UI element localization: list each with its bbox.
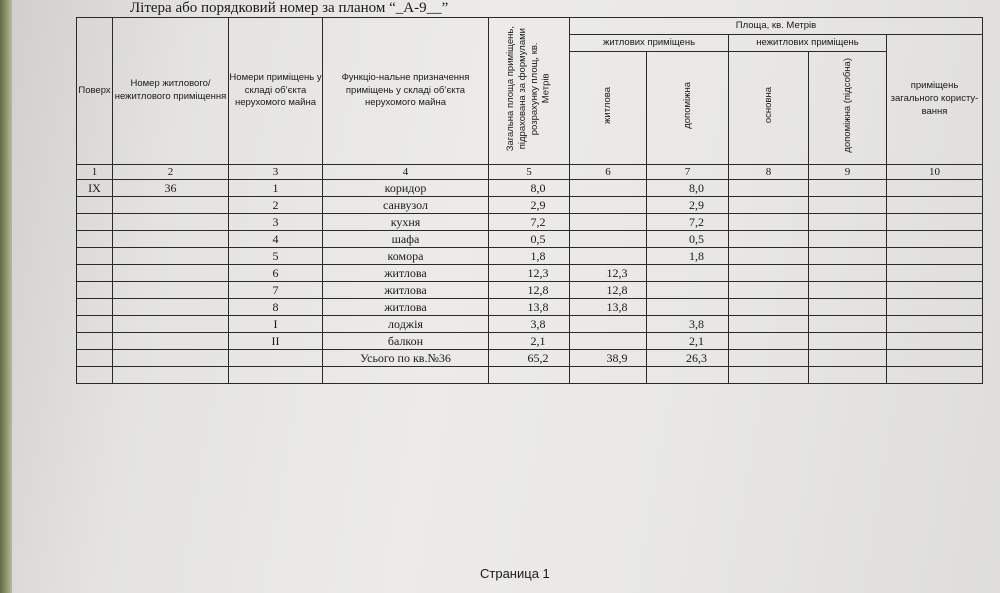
main-area-cell [729, 214, 809, 231]
common-area-cell [887, 316, 983, 333]
column-number: 4 [323, 165, 489, 180]
table-cell [887, 367, 983, 384]
room-number-cell: I [229, 316, 323, 333]
apartment-cell [113, 350, 229, 367]
room-function-cell: комора [323, 248, 489, 265]
table-row [77, 231, 983, 248]
auxiliary-area-cell: 26,3 [647, 350, 729, 367]
room-number-cell: 3 [229, 214, 323, 231]
common-area-cell [887, 333, 983, 350]
header-main-text: основна [762, 87, 774, 124]
common-area-cell [887, 299, 983, 316]
room-number-cell [229, 350, 323, 367]
main-area-cell [729, 333, 809, 350]
room-function-cell: житлова [323, 265, 489, 282]
room-number-cell: 6 [229, 265, 323, 282]
living-area-cell [570, 333, 647, 350]
floor-cell [77, 316, 113, 333]
table-cell [113, 367, 229, 384]
living-area-cell [570, 214, 647, 231]
total-area-cell: 7,2 [489, 214, 570, 231]
room-number-cell: 8 [229, 299, 323, 316]
utility-area-cell [809, 231, 887, 248]
common-area-cell [887, 231, 983, 248]
main-area-cell [729, 248, 809, 265]
utility-area-cell [809, 333, 887, 350]
column-number: 2 [113, 165, 229, 180]
living-area-cell [570, 248, 647, 265]
apartment-cell [113, 214, 229, 231]
room-number-cell: II [229, 333, 323, 350]
main-area-cell [729, 282, 809, 299]
apartment-cell [113, 282, 229, 299]
apartment-cell [113, 316, 229, 333]
utility-area-cell [809, 197, 887, 214]
auxiliary-area-cell: 2,1 [647, 333, 729, 350]
total-row [77, 350, 983, 367]
living-area-cell [570, 180, 647, 197]
auxiliary-area-cell [647, 265, 729, 282]
room-function-cell: шафа [323, 231, 489, 248]
living-area-cell [570, 197, 647, 214]
total-area-cell: 2,9 [489, 197, 570, 214]
living-area-cell [570, 316, 647, 333]
header-common-use: приміщень загального користу-вання [887, 35, 983, 165]
auxiliary-area-cell: 0,5 [647, 231, 729, 248]
total-area-cell: 12,8 [489, 282, 570, 299]
apartment-cell [113, 197, 229, 214]
header-auxiliary [647, 52, 729, 165]
utility-area-cell [809, 299, 887, 316]
header-living [570, 52, 647, 165]
apartment-cell [113, 248, 229, 265]
table-row [77, 248, 983, 265]
table-row [77, 180, 983, 197]
common-area-cell [887, 248, 983, 265]
floor-cell [77, 214, 113, 231]
header-total-area-text: Загальна площа приміщень, підрахована за формулами розрахунку площ, кв. Метрів [505, 25, 552, 152]
table-cell [323, 367, 489, 384]
utility-area-cell [809, 248, 887, 265]
table-cell [570, 367, 647, 384]
floor-cell [77, 333, 113, 350]
header-apartment-number: Номер житлового/ нежитлового приміщення [113, 18, 229, 165]
utility-area-cell [809, 265, 887, 282]
header-auxiliary-text: допоміжна [681, 82, 693, 129]
table-row [77, 214, 983, 231]
room-function-cell: балкон [323, 333, 489, 350]
common-area-cell [887, 180, 983, 197]
room-function-cell: санвузол [323, 197, 489, 214]
column-number: 1 [77, 165, 113, 180]
column-number: 10 [887, 165, 983, 180]
page-footer: Страница 1 [480, 566, 550, 581]
apartment-cell [113, 231, 229, 248]
header-floor: Поверх [77, 18, 113, 165]
header-room-function: Функціо-нальне призначення приміщень у складі об’єкта нерухомого майна [323, 18, 489, 165]
table-row [77, 316, 983, 333]
auxiliary-area-cell: 1,8 [647, 248, 729, 265]
floor-cell [77, 231, 113, 248]
living-area-cell: 13,8 [570, 299, 647, 316]
floor-cell: IX [77, 180, 113, 197]
table-cell [647, 367, 729, 384]
living-area-cell: 12,8 [570, 282, 647, 299]
common-area-cell [887, 214, 983, 231]
table-cell [489, 367, 570, 384]
auxiliary-area-cell: 8,0 [647, 180, 729, 197]
blank-row [77, 367, 983, 384]
main-area-cell [729, 180, 809, 197]
total-area-cell: 2,1 [489, 333, 570, 350]
apartment-cell [113, 265, 229, 282]
column-number: 7 [647, 165, 729, 180]
header-living-text: житлова [602, 87, 614, 124]
room-function-cell: кухня [323, 214, 489, 231]
floor-cell [77, 197, 113, 214]
background-edge [0, 0, 12, 593]
room-number-cell: 5 [229, 248, 323, 265]
table-row [77, 265, 983, 282]
table-row [77, 299, 983, 316]
room-function-cell: коридор [323, 180, 489, 197]
living-area-cell [570, 231, 647, 248]
main-area-cell [729, 316, 809, 333]
table-cell [229, 367, 323, 384]
room-number-cell: 4 [229, 231, 323, 248]
header-utility [809, 52, 887, 165]
total-area-cell: 13,8 [489, 299, 570, 316]
total-area-cell: 8,0 [489, 180, 570, 197]
table-row [77, 197, 983, 214]
floor-cell [77, 282, 113, 299]
room-function-cell: житлова [323, 282, 489, 299]
main-area-cell [729, 299, 809, 316]
room-function-cell: Усього по кв.№36 [323, 350, 489, 367]
utility-area-cell [809, 350, 887, 367]
floor-cell [77, 248, 113, 265]
total-area-cell: 0,5 [489, 231, 570, 248]
total-area-cell: 1,8 [489, 248, 570, 265]
table-row [77, 282, 983, 299]
table-cell [809, 367, 887, 384]
document-title: Літера або порядковий номер за планом “_А-9__” [130, 0, 449, 16]
apartment-cell [113, 299, 229, 316]
main-area-cell [729, 197, 809, 214]
header-living-group: житлових приміщень [570, 35, 729, 52]
utility-area-cell [809, 180, 887, 197]
header-room-numbers: Номери приміщень у складі об’єкта нерухомого майна [229, 18, 323, 165]
common-area-cell [887, 265, 983, 282]
living-area-cell: 12,3 [570, 265, 647, 282]
room-function-cell: лоджія [323, 316, 489, 333]
auxiliary-area-cell [647, 299, 729, 316]
auxiliary-area-cell: 3,8 [647, 316, 729, 333]
column-numbers-row [77, 165, 983, 180]
main-area-cell [729, 265, 809, 282]
table-cell [729, 367, 809, 384]
living-area-cell: 38,9 [570, 350, 647, 367]
header-utility-text: допоміжна (підсобна) [841, 58, 853, 153]
utility-area-cell [809, 214, 887, 231]
total-area-cell: 12,3 [489, 265, 570, 282]
room-function-cell: житлова [323, 299, 489, 316]
column-number: 8 [729, 165, 809, 180]
header-nonliving-group: нежитлових приміщень [729, 35, 887, 52]
auxiliary-area-cell: 2,9 [647, 197, 729, 214]
apartment-cell [113, 333, 229, 350]
room-number-cell: 1 [229, 180, 323, 197]
auxiliary-area-cell [647, 282, 729, 299]
table-cell [77, 367, 113, 384]
floor-cell [77, 299, 113, 316]
common-area-cell [887, 350, 983, 367]
main-area-cell [729, 231, 809, 248]
column-number: 5 [489, 165, 570, 180]
main-area-cell [729, 350, 809, 367]
total-area-cell: 3,8 [489, 316, 570, 333]
floor-cell [77, 350, 113, 367]
column-number: 6 [570, 165, 647, 180]
auxiliary-area-cell: 7,2 [647, 214, 729, 231]
utility-area-cell [809, 316, 887, 333]
common-area-cell [887, 197, 983, 214]
room-number-cell: 7 [229, 282, 323, 299]
area-table [76, 17, 983, 384]
header-total-area [489, 18, 570, 165]
room-number-cell: 2 [229, 197, 323, 214]
apartment-cell: 36 [113, 180, 229, 197]
header-main [729, 52, 809, 165]
floor-cell [77, 265, 113, 282]
table-row [77, 333, 983, 350]
utility-area-cell [809, 282, 887, 299]
column-number: 3 [229, 165, 323, 180]
column-number: 9 [809, 165, 887, 180]
total-area-cell: 65,2 [489, 350, 570, 367]
common-area-cell [887, 282, 983, 299]
header-area-group: Площа, кв. Метрів [570, 18, 983, 35]
